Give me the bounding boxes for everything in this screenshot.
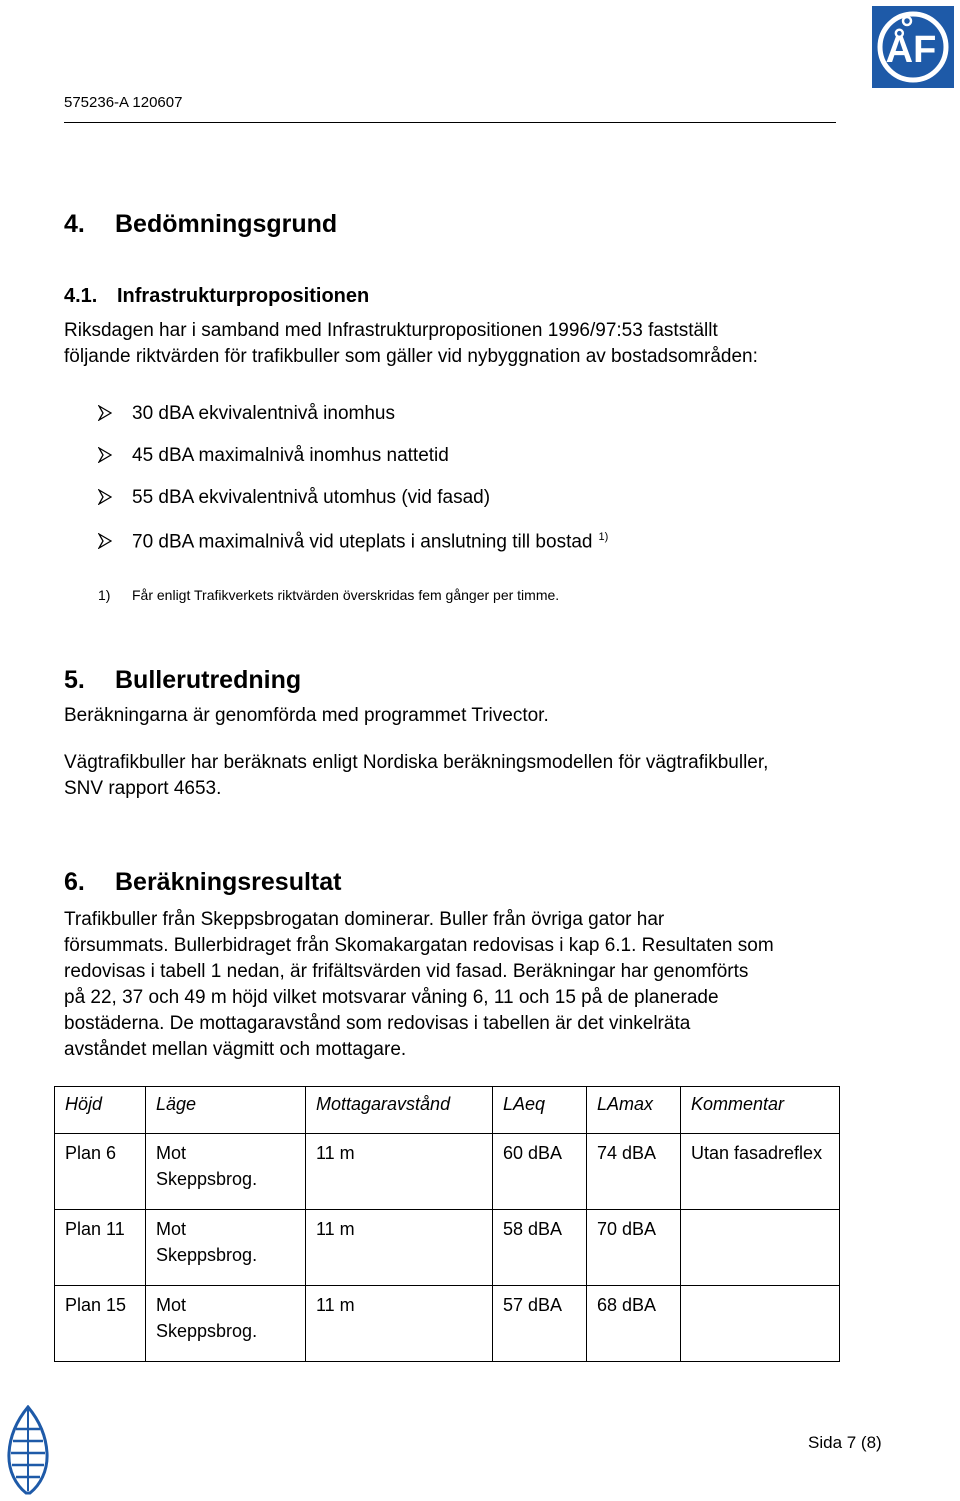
section-title: Bedömningsgrund: [115, 210, 338, 238]
column-header: Mottagaravstånd: [306, 1087, 493, 1134]
arrow-bullet-icon: [98, 447, 112, 463]
document-id: 575236-A 120607: [64, 94, 183, 111]
bullet-text: [132, 531, 608, 553]
text-line: Trafikbuller från Skeppsbrogatan dominerar. Buller från övriga gator har: [64, 909, 665, 930]
page-number: Sida 7 (8): [808, 1433, 882, 1452]
text-line: försummats. Bullerbidraget från Skomakargatan redovisas i kap 6.1. Resultaten som: [64, 935, 774, 956]
cell-kommentar: [681, 1210, 840, 1286]
text-line: bostäderna. De mottagaravstånd som redovisas i tabellen är det vinkelräta: [64, 1013, 691, 1034]
cell-laeq: 58 dBA: [493, 1210, 587, 1286]
cell-avstand: 11 m: [306, 1210, 493, 1286]
cell-hojd: Plan 15: [55, 1286, 146, 1362]
section-title: Beräkningsresultat: [115, 868, 342, 896]
cell-laeq: 60 dBA: [493, 1134, 587, 1210]
cell-lage: Mot Skeppsbrog.: [146, 1286, 306, 1362]
subsection-heading: [64, 285, 369, 308]
results-paragraph: [64, 907, 774, 1063]
footnote-text: Får enligt Trafikverkets riktvärden överskridas fem gånger per timme.: [132, 587, 560, 603]
footnote: [98, 587, 560, 603]
paragraph: Beräkningarna är genomförda med programmet Trivector.: [64, 705, 549, 726]
text-line: Riksdagen har i samband med Infrastrukturpropositionen 1996/97:53 fastställt: [64, 320, 718, 341]
section-number: 4.: [64, 210, 85, 238]
footnote-ref: 1): [598, 531, 609, 543]
cell-kommentar: Utan fasadreflex: [681, 1134, 840, 1210]
cell-lamax: 70 dBA: [587, 1210, 681, 1286]
table-row: [55, 1210, 840, 1286]
section-title: Bullerutredning: [115, 666, 302, 694]
column-header: Höjd: [55, 1087, 146, 1134]
bullet-text: 55 dBA ekvivalentnivå utomhus (vid fasad): [132, 487, 491, 508]
table-row: [55, 1134, 840, 1210]
text-line: följande riktvärden för trafikbuller som gäller vid nybyggnation av bostadsområden:: [64, 346, 758, 367]
table-row: [55, 1286, 840, 1362]
header-divider: [64, 122, 836, 123]
subsection-number: 4.1.: [64, 285, 98, 307]
section-heading: [64, 210, 337, 239]
column-header: Läge: [146, 1087, 306, 1134]
cell-lage: Mot Skeppsbrog.: [146, 1210, 306, 1286]
text-line: redovisas i tabell 1 nedan, är frifältsvärden vid fasad. Beräkningar har genomförts: [64, 961, 749, 982]
af-logo-icon: [872, 6, 954, 88]
bullet-text: 30 dBA ekvivalentnivå inomhus: [132, 403, 395, 424]
shell-logo-icon: [6, 1405, 50, 1495]
section-number: 6.: [64, 868, 85, 896]
cell-avstand: 11 m: [306, 1286, 493, 1362]
cell-hojd: Plan 6: [55, 1134, 146, 1210]
arrow-bullet-icon: [98, 405, 112, 421]
cell-avstand: 11 m: [306, 1134, 493, 1210]
cell-lage: Mot Skeppsbrog.: [146, 1134, 306, 1210]
text-line: på 22, 37 och 49 m höjd vilket motsvarar våning 6, 11 och 15 på de planerade: [64, 987, 719, 1008]
logo-text: ÅF: [885, 29, 937, 71]
section-heading: [64, 666, 301, 695]
bullet-text-main: 70 dBA maximalnivå vid uteplats i anslutning till bostad: [132, 531, 593, 553]
results-table: [54, 1086, 840, 1362]
cell-lamax: 68 dBA: [587, 1286, 681, 1362]
subsection-title: Infrastrukturpropositionen: [117, 285, 370, 307]
bullet-text: 45 dBA maximalnivå inomhus nattetid: [132, 445, 449, 466]
cell-hojd: Plan 11: [55, 1210, 146, 1286]
cell-kommentar: [681, 1286, 840, 1362]
cell-laeq: 57 dBA: [493, 1286, 587, 1362]
intro-paragraph: [64, 318, 758, 370]
column-header: LAeq: [493, 1087, 587, 1134]
text-line: Vägtrafikbuller har beräknats enligt Nordiska beräkningsmodellen för vägtrafikbuller,: [64, 752, 769, 773]
text-line: SNV rapport 4653.: [64, 778, 222, 799]
column-header: LAmax: [587, 1087, 681, 1134]
paragraph: [64, 750, 768, 802]
text-line: avståndet mellan vägmitt och mottagare.: [64, 1039, 407, 1060]
section-heading: [64, 868, 341, 897]
table-header-row: [55, 1087, 840, 1134]
column-header: Kommentar: [681, 1087, 840, 1134]
arrow-bullet-icon: [98, 489, 112, 505]
footnote-marker: 1): [98, 587, 111, 603]
arrow-bullet-icon: [98, 533, 112, 549]
cell-lamax: 74 dBA: [587, 1134, 681, 1210]
section-number: 5.: [64, 666, 85, 694]
